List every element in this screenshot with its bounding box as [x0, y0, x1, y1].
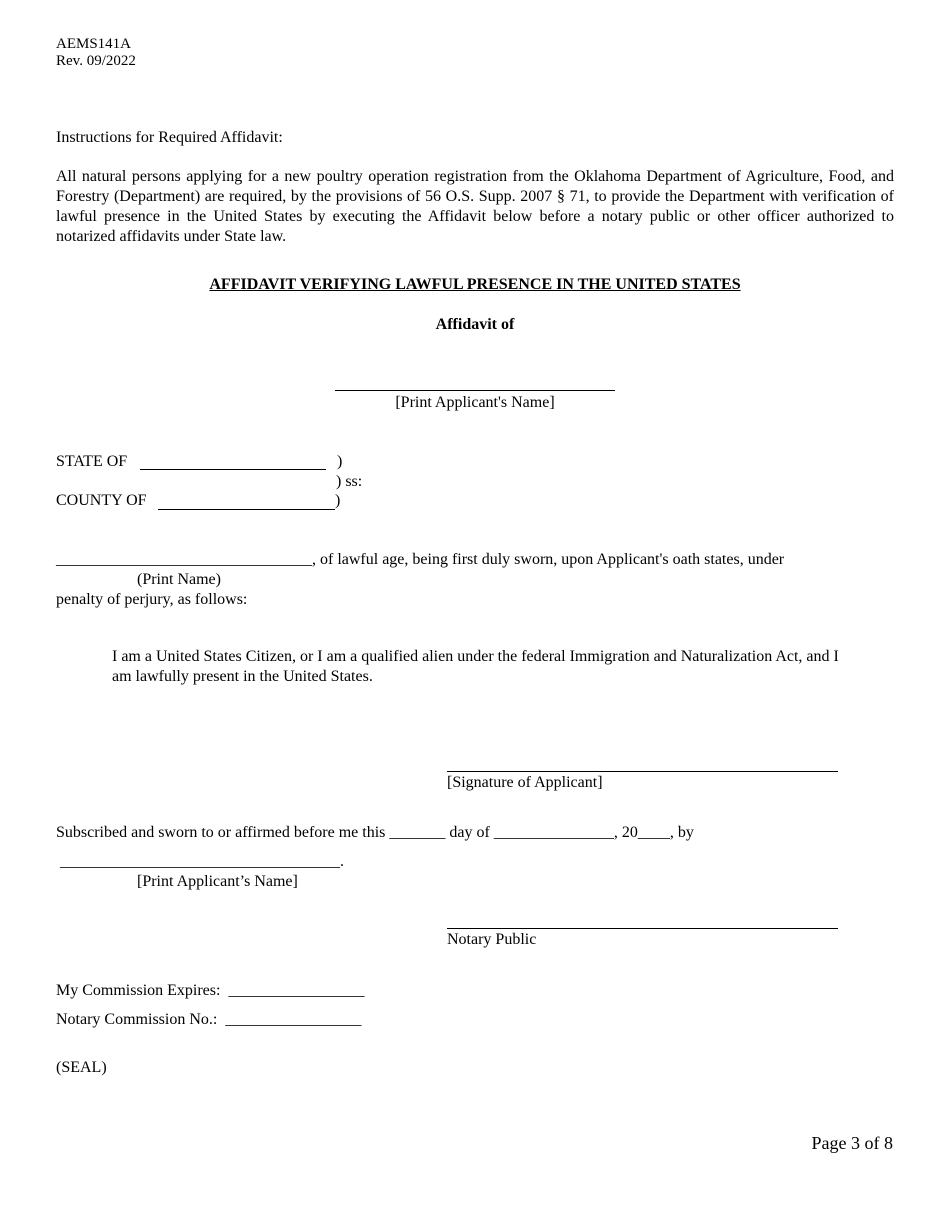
subscribed-name-line[interactable]: ___________________________________. [60, 853, 344, 870]
applicant-name-caption: [Print Applicant's Name] [395, 394, 555, 411]
commission-no-label: Notary Commission No.: [56, 1011, 218, 1028]
subscribed-name-caption: [Print Applicant’s Name] [137, 873, 298, 890]
state-paren: ) [337, 453, 343, 470]
oath-text: , of lawful age, being first duly sworn, upon Applicant's oath states, under [312, 551, 785, 568]
county-of-field[interactable] [158, 509, 335, 510]
oath-line-2: penalty of perjury, as follows: [56, 591, 248, 608]
instructions-heading: Instructions for Required Affidavit: [56, 129, 283, 146]
signature-caption: [Signature of Applicant] [447, 774, 603, 791]
affidavit-title-text: AFFIDAVIT VERIFYING LAWFUL PRESENCE IN THE UNITED STATES [209, 276, 741, 293]
commission-expires-label: My Commission Expires: [56, 982, 221, 999]
form-code: AEMS141A [56, 36, 132, 52]
commission-no-field[interactable]: _________________ [225, 1011, 362, 1028]
commission-expires-field[interactable]: _________________ [228, 982, 365, 999]
state-of-field[interactable] [140, 469, 326, 470]
subscribed-text: Subscribed and sworn to or affirmed before me this _______ day of _______________, 20____, by [56, 824, 694, 841]
page-number: Page 3 of 8 [811, 1133, 893, 1153]
affidavit-title [0, 275, 950, 295]
notary-public-caption: Notary Public [447, 931, 537, 948]
seal-label: (SEAL) [56, 1059, 107, 1076]
state-of-label: STATE OF [56, 453, 128, 470]
county-paren: ) [335, 492, 341, 509]
instructions-body: All natural persons applying for a new poultry operation registration from the Oklahoma Department of Agriculture, Food, and Forestry (Department) are required, by the provisions of 56 O.S. Supp. 2007 § 71, to provide the Department with verification of lawful presence in the United States by executing the Affidavit below before a notary public or other officer authorized to notarized affidavits under State law. [56, 168, 894, 245]
commission-no-row [56, 1010, 361, 1030]
applicant-name-line[interactable] [335, 390, 615, 391]
print-name-blank[interactable]: ________________________________ [56, 551, 312, 568]
notary-signature-line[interactable] [447, 928, 838, 929]
lawful-presence-statement: I am a United States Citizen, or I am a qualified alien under the federal Immigration and Naturalization Act, and I am lawfully present in the United States. [112, 648, 839, 685]
signature-line[interactable] [447, 771, 838, 772]
affidavit-subtitle: Affidavit of [435, 316, 515, 333]
oath-line [56, 550, 784, 570]
form-revision: Rev. 09/2022 [56, 53, 136, 69]
print-name-caption: (Print Name) [137, 571, 221, 588]
ss-label: ) ss: [336, 473, 363, 490]
commission-expires-row [56, 981, 364, 1001]
county-of-label: COUNTY OF [56, 492, 147, 509]
